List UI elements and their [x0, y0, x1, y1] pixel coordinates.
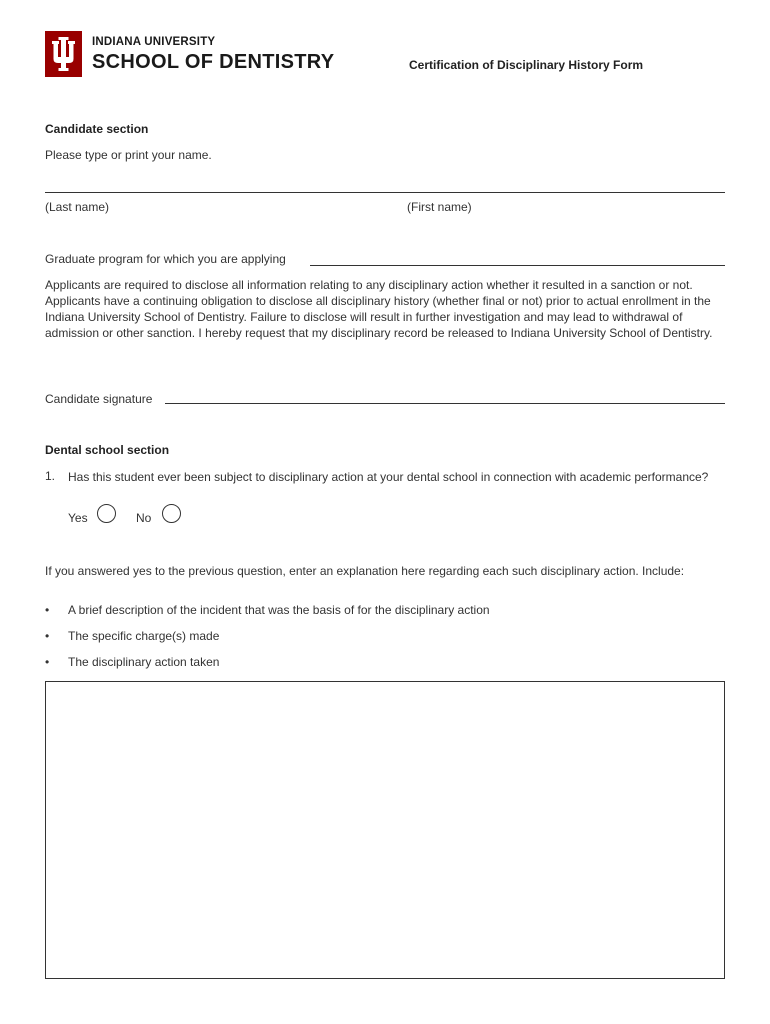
university-name: INDIANA UNIVERSITY — [92, 36, 216, 48]
bullet-item-action: The disciplinary action taken — [68, 655, 220, 669]
school-name: SCHOOL OF DENTISTRY — [92, 51, 335, 73]
question-1-text: Has this student ever been subject to disciplinary action at your dental school in connection with academic performance? — [68, 470, 709, 484]
yes-label: Yes — [68, 511, 88, 525]
first-name-label: (First name) — [407, 200, 472, 214]
candidate-section-heading: Candidate section — [45, 122, 149, 136]
question-number: 1. — [45, 469, 56, 483]
program-input-line[interactable] — [310, 265, 725, 266]
bullet-glyph: • — [45, 629, 50, 643]
disclosure-paragraph: Applicants are required to disclose all information relating to any disciplinary action whether it resulted in a sanction or not. Applicants have a continuing obligation to disclose all disciplinary history (whether final or not) prior to actual enrollment in the Indiana University School of Dentistry. Failure to disclose will result in further investigation and may lead to withdrawal of admission or other sanction. I hereby request that my disciplinary record be released to Indiana University School of Dentistry. — [45, 278, 713, 340]
form-title: Certification of Disciplinary History Form — [409, 58, 644, 72]
signature-input-line[interactable] — [165, 403, 725, 404]
explanation-intro: If you answered yes to the previous question, enter an explanation here regarding each such disciplinary action. Include: — [45, 564, 685, 578]
no-label: No — [136, 511, 152, 525]
yes-radio[interactable] — [97, 504, 116, 523]
bullet-item-description: A brief description of the incident that was the basis of for the disciplinary action — [68, 603, 490, 617]
no-radio[interactable] — [162, 504, 181, 523]
iu-trident-logo — [45, 31, 82, 77]
bullet-glyph: • — [45, 603, 50, 617]
program-label: Graduate program for which you are applying — [45, 252, 286, 266]
bullet-glyph: • — [45, 655, 50, 669]
name-instruction: Please type or print your name. — [45, 148, 212, 162]
name-input-line[interactable] — [45, 192, 725, 193]
trident-icon — [45, 31, 82, 77]
bullet-item-charges: The specific charge(s) made — [68, 629, 220, 643]
dental-section-heading: Dental school section — [45, 443, 170, 457]
signature-label: Candidate signature — [45, 392, 153, 406]
explanation-text-box[interactable] — [45, 681, 725, 979]
last-name-label: (Last name) — [45, 200, 110, 214]
